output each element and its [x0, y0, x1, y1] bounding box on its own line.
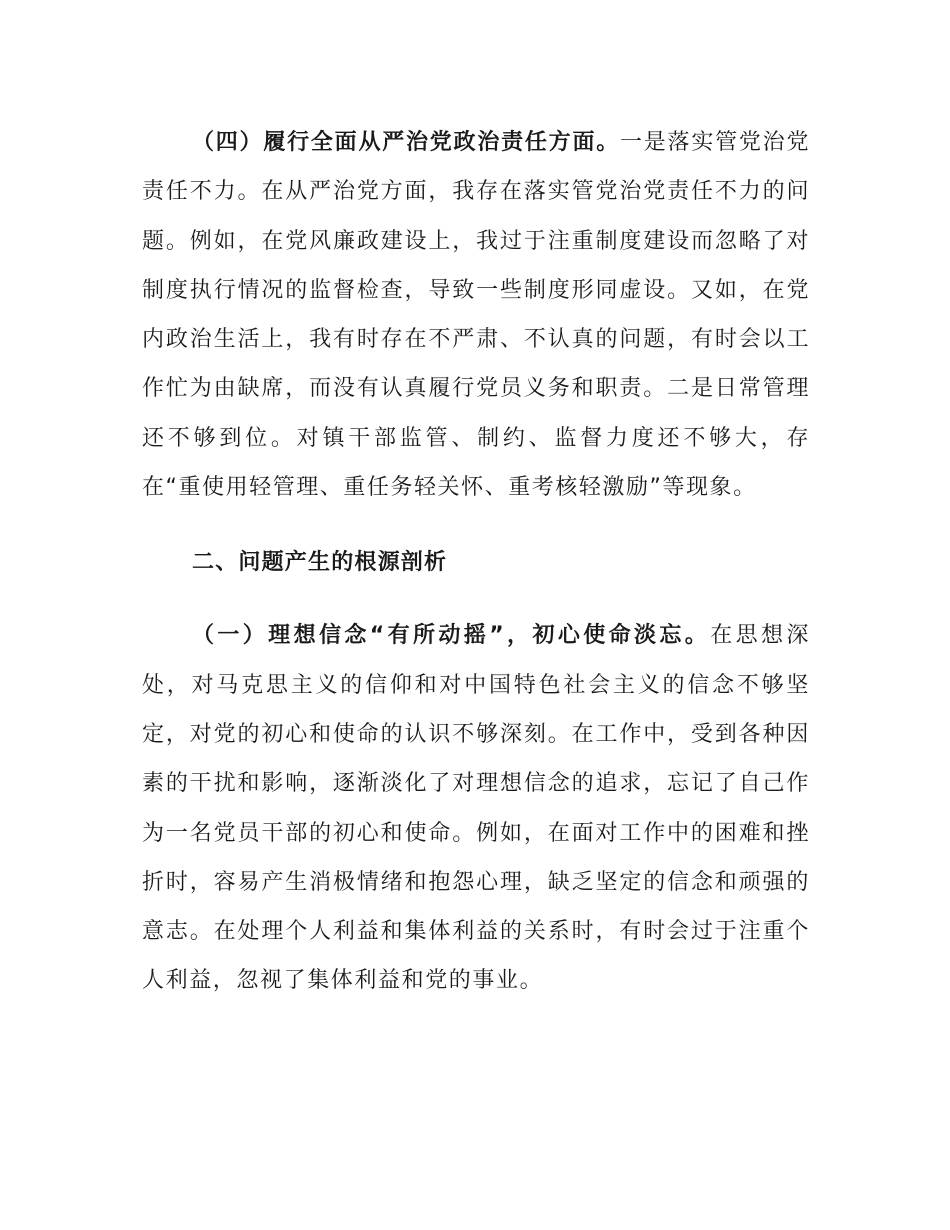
section-4-lead: （四）履行全面从严治党政治责任方面。: [192, 130, 620, 155]
section-4-body: 一是落实管党治党责任不力。在从严治党方面，我存在落实管党治党责任不力的问题。例如，在党风廉政建设上，我过于注重制度建设而忽略了对制度执行情况的监督检查，导致一些制度形同虚设。又如，在党内政治生活上，我有时存在不严肃、不认真的问题，有时会以工作忙为由缺席，而没有认真履行党员义务和职责。二是日常管理还不够到位。对镇干部监管、制约、监督力度还不够大，存在“重使用轻管理、重任务轻关怀、重考核轻激励”等现象。: [142, 130, 810, 501]
heading-root-cause-analysis: 二、问题产生的根源剖析: [192, 550, 448, 576]
paragraph-section-2-1: [142, 611, 810, 1005]
section-2-1-body: 在思想深处，对马克思主义的信仰和对中国特色社会主义的信念不够坚定，对党的初心和使命的认识不够深刻。在工作中，受到各种因素的干扰和影响，逐渐淡化了对理想信念的追求，忘记了自己作为一名党员干部的初心和使命。例如，在面对工作中的困难和挫折时，容易产生消极情绪和抱怨心理，缺乏坚定的信念和顽强的意志。在处理个人利益和集体利益的关系时，有时会过于注重个人利益，忽视了集体利益和党的事业。: [142, 623, 810, 994]
section-2-1-lead: （一）理想信念“有所动摇”，初心使命淡忘。: [192, 623, 711, 649]
document-page: [142, 118, 810, 1006]
paragraph-section-4: [142, 118, 810, 512]
